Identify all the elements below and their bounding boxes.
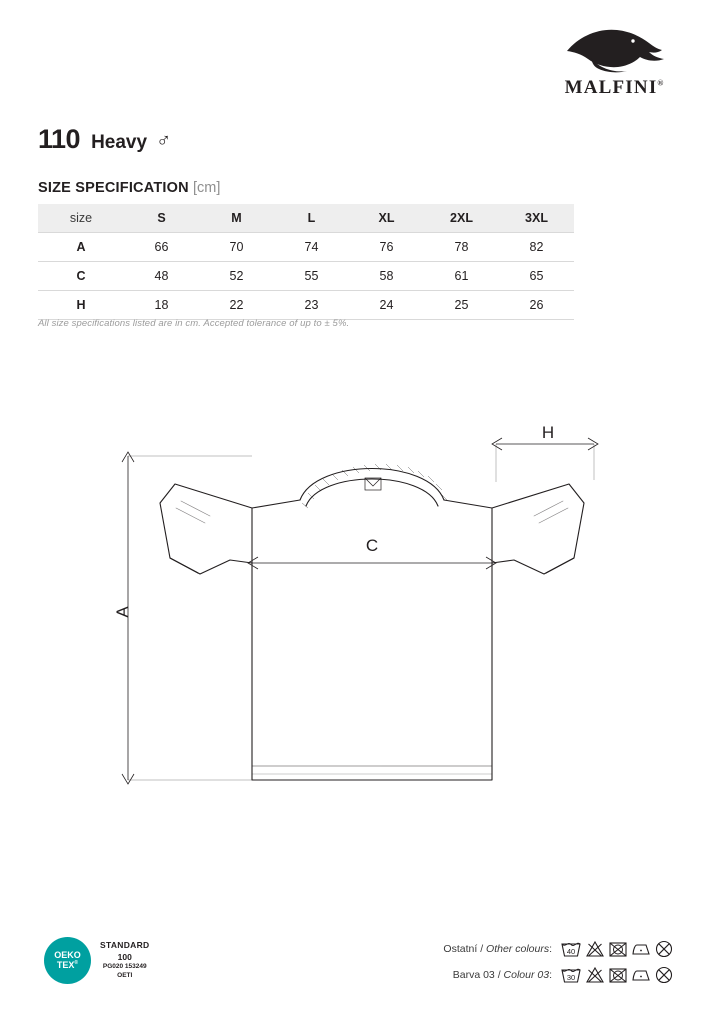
cell-h-m: 22	[199, 291, 274, 320]
oeko-tex-certification	[44, 937, 149, 984]
oeko-badge-line1: OEKO	[54, 950, 81, 961]
eagle-logo-icon	[561, 26, 667, 74]
do-not-bleach-icon	[585, 939, 605, 959]
wash-40-icon	[560, 939, 582, 959]
oeko-institute: OETI	[117, 971, 133, 979]
cell-a-xl: 76	[349, 233, 424, 262]
wash-30-icon	[560, 965, 582, 985]
care-instructions	[374, 936, 674, 988]
cell-h-3xl: 26	[499, 291, 574, 320]
size-specification-heading: SIZE SPECIFICATION [cm]	[38, 180, 221, 196]
svg-text:30: 30	[566, 973, 576, 982]
care-label-other-colours: Ostatní / Other colours:	[443, 943, 552, 955]
cell-c-s: 48	[124, 262, 199, 291]
dimension-h-label: H	[541, 423, 555, 442]
row-label-a: A	[38, 233, 124, 262]
cell-h-xl: 24	[349, 291, 424, 320]
column-header-l: L	[274, 204, 349, 233]
dimension-c-label: C	[365, 536, 379, 555]
care-icon-set-other-colours	[560, 939, 674, 959]
oeko-badge-line2: TEX®	[56, 959, 79, 970]
do-not-tumble-dry-icon	[608, 965, 628, 985]
cell-a-l: 74	[274, 233, 349, 262]
column-header-2xl: 2XL	[424, 204, 499, 233]
table-header-row	[38, 204, 574, 233]
oeko-standard-number: 100	[117, 951, 132, 962]
column-header-m: M	[199, 204, 274, 233]
column-header-3xl: 3XL	[499, 204, 574, 233]
size-specification-table	[38, 204, 574, 320]
cell-h-2xl: 25	[424, 291, 499, 320]
cell-h-l: 23	[274, 291, 349, 320]
oeko-certificate-number: PG020 153249	[102, 963, 147, 971]
oeko-standard-line: STANDARD	[100, 940, 150, 951]
care-row-other-colours	[374, 936, 674, 962]
cell-c-3xl: 65	[499, 262, 574, 291]
cell-c-m: 52	[199, 262, 274, 291]
column-header-size: size	[38, 204, 124, 233]
table-row	[38, 233, 574, 262]
dimension-a-label: A	[113, 606, 132, 618]
cell-a-s: 66	[124, 233, 199, 262]
product-name: Heavy	[91, 132, 148, 153]
do-not-dry-clean-icon	[654, 939, 674, 959]
table-row	[38, 262, 574, 291]
cell-c-2xl: 61	[424, 262, 499, 291]
care-icon-set-colour-03	[560, 965, 674, 985]
table-row	[38, 291, 574, 320]
size-tolerance-note: All size specifications listed are in cm. Accepted tolerance of up to ± 5%.	[38, 318, 350, 329]
t-shirt-technical-drawing	[0, 408, 712, 828]
cell-a-m: 70	[199, 233, 274, 262]
do-not-bleach-icon	[585, 965, 605, 985]
iron-low-icon	[631, 939, 651, 959]
column-header-xl: XL	[349, 204, 424, 233]
oeko-tex-details	[100, 940, 149, 980]
size-unit-label: [cm]	[193, 180, 221, 196]
page-title	[38, 124, 171, 155]
cell-c-xl: 58	[349, 262, 424, 291]
row-label-c: C	[38, 262, 124, 291]
do-not-dry-clean-icon	[654, 965, 674, 985]
iron-low-icon	[631, 965, 651, 985]
cell-a-3xl: 82	[499, 233, 574, 262]
brand-name: MALFINI®	[564, 77, 664, 98]
product-code: 110	[38, 124, 81, 154]
care-row-colour-03	[374, 962, 674, 988]
male-gender-icon: ♂	[156, 130, 172, 152]
brand-logo	[554, 26, 674, 99]
do-not-tumble-dry-icon	[608, 939, 628, 959]
oeko-tex-badge-icon	[44, 937, 91, 984]
row-label-h: H	[38, 291, 124, 320]
cell-h-s: 18	[124, 291, 199, 320]
svg-text:40: 40	[566, 947, 576, 956]
cell-a-2xl: 78	[424, 233, 499, 262]
cell-c-l: 55	[274, 262, 349, 291]
care-label-colour-03: Barva 03 / Colour 03:	[452, 969, 552, 981]
column-header-s: S	[124, 204, 199, 233]
